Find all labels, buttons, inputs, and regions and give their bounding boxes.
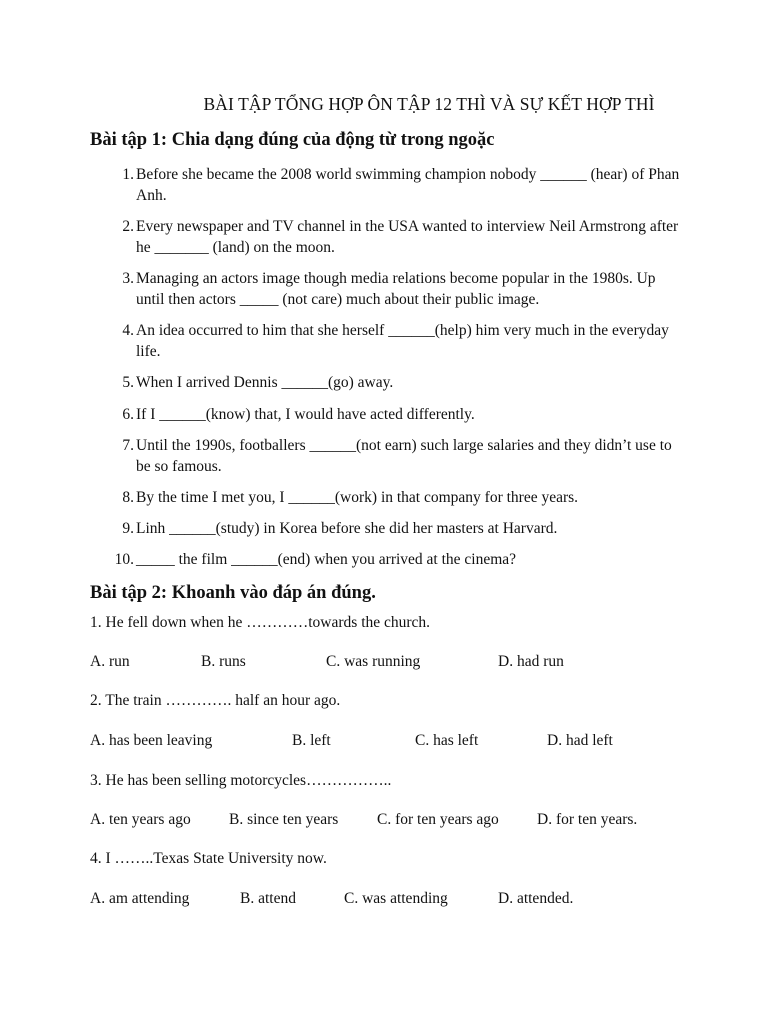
- item-number: 3.: [122, 270, 134, 287]
- answer-option-d: D. had run: [498, 653, 564, 670]
- answer-option-c: C. for ten years ago: [377, 811, 499, 828]
- answer-option-d: D. for ten years.: [537, 811, 638, 828]
- answer-option-a: A. has been leaving: [90, 732, 213, 749]
- item-number: 5.: [122, 374, 134, 391]
- item-text: Every newspaper and TV channel in the USA wanted to interview Neil Armstrong after he _______ (land) on the moon.: [136, 218, 679, 256]
- answer-option-b: B. attend: [240, 890, 296, 907]
- question-text: 2. The train …………. half an hour ago.: [90, 692, 341, 709]
- item-text: An idea occurred to him that she herself ______(help) him very much in the everyday life.: [136, 322, 669, 360]
- item-text: Until the 1990s, footballers ______(not earn) such large salaries and they didn’t use to be so famous.: [136, 437, 672, 475]
- item-number: 10.: [114, 551, 134, 568]
- item-text: Linh ______(study) in Korea before she did her masters at Harvard.: [136, 520, 558, 537]
- item-text: By the time I met you, I ______(work) in that company for three years.: [136, 489, 579, 506]
- answer-option-c: C. was attending: [344, 890, 448, 907]
- item-number: 7.: [122, 437, 134, 454]
- item-number: 1.: [122, 166, 134, 183]
- item-number: 9.: [122, 520, 134, 537]
- answer-option-c: C. has left: [415, 732, 479, 749]
- exercise-2-heading: Bài tập 2: Khoanh vào đáp án đúng.: [90, 583, 376, 603]
- answer-option-c: C. was running: [326, 653, 421, 670]
- answer-option-b: B. runs: [201, 653, 246, 670]
- item-number: 2.: [122, 218, 134, 235]
- item-text: Before she became the 2008 world swimming champion nobody ______ (hear) of Phan Anh.: [136, 166, 680, 204]
- question-text: 3. He has been selling motorcycles……………..: [90, 772, 392, 789]
- item-text: _____ the film ______(end) when you arrived at the cinema?: [136, 551, 517, 568]
- item-number: 8.: [122, 489, 134, 506]
- document-title: BÀI TẬP TỔNG HỢP ÔN TẬP 12 THÌ VÀ SỰ KẾT HỢP THÌ: [203, 94, 655, 114]
- answer-option-a: A. ten years ago: [90, 811, 191, 828]
- exercise-1-heading: Bài tập 1: Chia dạng đúng của động từ trong ngoặc: [90, 130, 495, 150]
- answer-option-a: A. run: [90, 653, 130, 670]
- answer-option-a: A. am attending: [90, 890, 190, 907]
- item-text: If I ______(know) that, I would have acted differently.: [136, 406, 475, 423]
- answer-option-d: D. attended.: [498, 890, 574, 907]
- answer-option-b: B. since ten years: [229, 811, 339, 828]
- answer-option-b: B. left: [292, 732, 331, 749]
- question-text: 4. I ……..Texas State University now.: [90, 850, 327, 867]
- question-text: 1. He fell down when he …………towards the church.: [90, 614, 431, 631]
- item-number: 6.: [122, 406, 134, 423]
- item-number: 4.: [122, 322, 134, 339]
- answer-option-d: D. had left: [547, 732, 613, 749]
- item-text: Managing an actors image though media relations become popular in the 1980s. Up until then actors _____ (not care) much about their public image.: [136, 270, 656, 308]
- item-text: When I arrived Dennis ______(go) away.: [136, 374, 394, 391]
